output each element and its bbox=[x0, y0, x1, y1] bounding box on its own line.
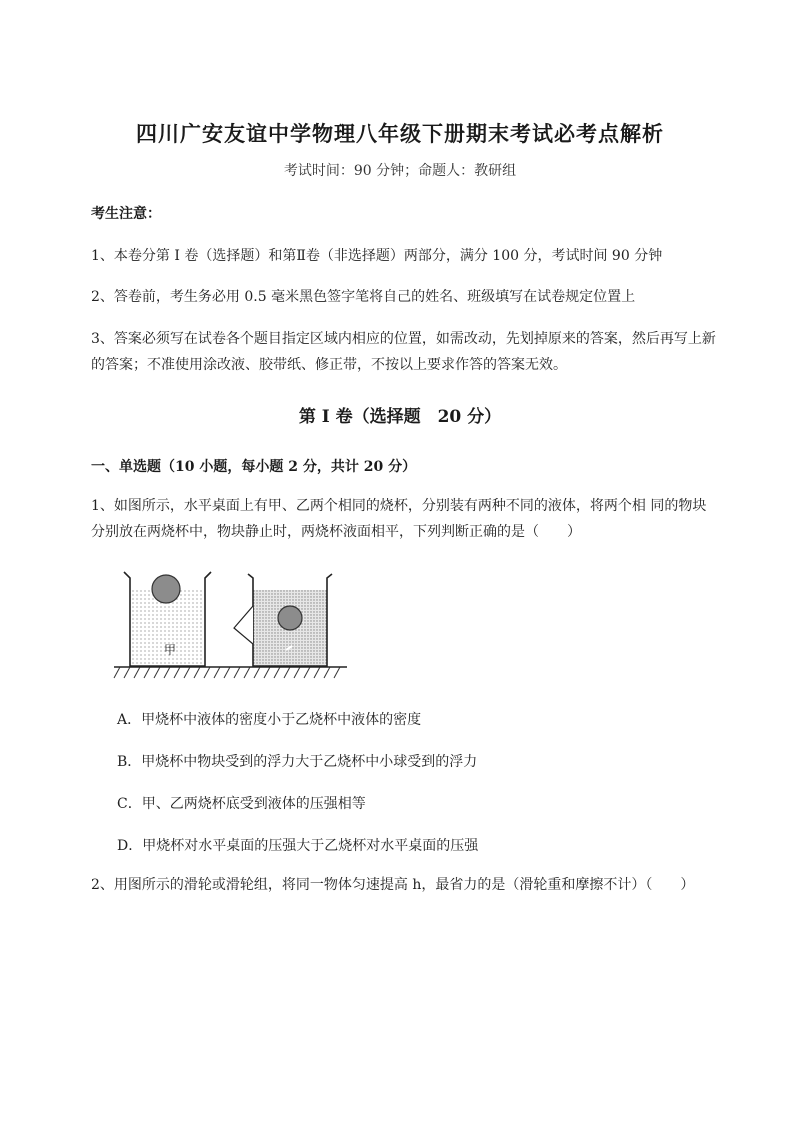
note-item-3-line2: 的答案；不准使用涂改液、胶带纸、修正带，不按以上要求作答的答案无效。 bbox=[91, 357, 567, 373]
table-surface bbox=[114, 667, 347, 678]
block-jia bbox=[152, 575, 180, 603]
exam-info: 考试时间：90 分钟；命题人：教研组 bbox=[283, 163, 517, 179]
beaker-jia-label: 甲 bbox=[164, 643, 177, 657]
page-title: 四川广安友谊中学物理八年级下册期末考试必考点解析 bbox=[136, 121, 664, 146]
note-item-1: 1、本卷分第 I 卷（选择题）和第Ⅱ卷（非选择题）两部分，满分 100 分，考试时间 90 分钟 bbox=[91, 248, 663, 264]
question-1-line1: 1、如图所示，水平桌面上有甲、乙两个相同的烧杯，分别装有两种不同的液体，将两个相 同的物块 bbox=[91, 498, 707, 514]
notes-heading: 考生注意： bbox=[91, 206, 161, 222]
question-1-line2: 分别放在两烧杯中，物块静止时，两烧杯液面相平，下列判断正确的是（ ） bbox=[91, 524, 581, 540]
option-d[interactable]: D．甲烧杯对水平桌面的压强大于乙烧杯对水平桌面的压强 bbox=[117, 838, 479, 854]
block-yi bbox=[278, 606, 302, 630]
question-2-line1: 2、用图所示的滑轮或滑轮组，将同一物体匀速提高 h，最省力的是（滑轮重和摩擦不计）（ ） bbox=[91, 877, 695, 893]
beaker-jia bbox=[124, 572, 211, 666]
beaker-yi bbox=[234, 574, 332, 666]
beakers-figure bbox=[112, 566, 347, 684]
note-item-3-line1: 3、答案必须写在试卷各个题目指定区域内相应的位置，如需改动，先划掉原来的答案，然后再写上新 bbox=[91, 331, 716, 347]
section-subtitle: 一、单选题（10 小题，每小题 2 分，共计 20 分） bbox=[91, 459, 417, 475]
section-title: 第 I 卷（选择题 20 分） bbox=[298, 407, 502, 427]
note-item-2: 2、答卷前，考生务必用 0.5 毫米黑色签字笔将自己的姓名、班级填写在试卷规定位置上 bbox=[91, 289, 636, 305]
option-a[interactable]: A．甲烧杯中液体的密度小于乙烧杯中液体的密度 bbox=[117, 712, 422, 728]
option-c[interactable]: C．甲、乙两烧杯底受到液体的压强相等 bbox=[117, 796, 366, 812]
option-b[interactable]: B．甲烧杯中物块受到的浮力大于乙烧杯中小球受到的浮力 bbox=[117, 754, 478, 770]
